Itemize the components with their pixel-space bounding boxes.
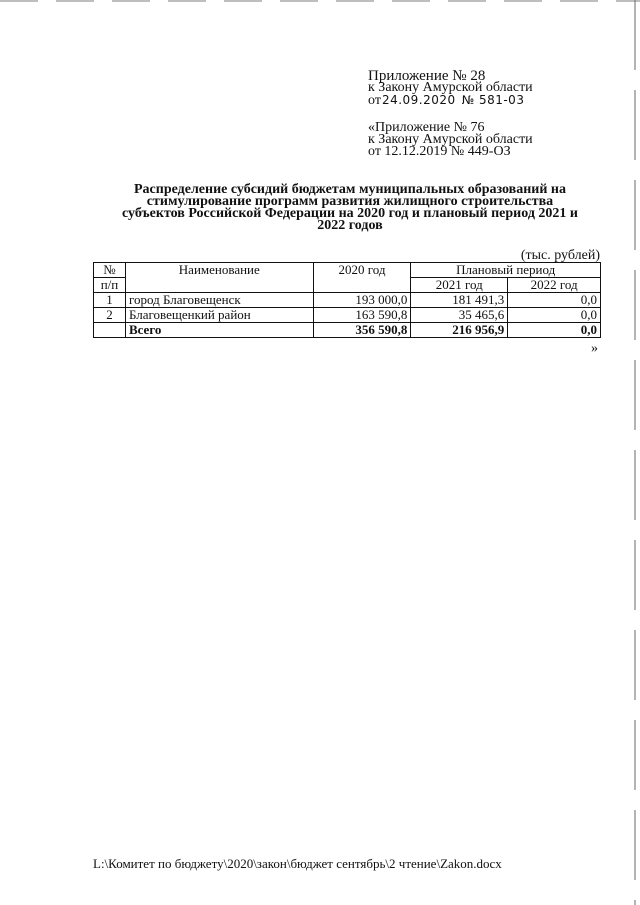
document-title-line-1: Распределение субсидий бюджетам муниципальных образований на	[134, 182, 566, 197]
annex-current-block	[368, 70, 533, 107]
total-2021: 216 956,9	[411, 323, 508, 338]
handwritten-date: 24.09.2020	[381, 93, 456, 107]
table-row	[94, 293, 601, 308]
row-name: город Благовещенск	[125, 293, 313, 308]
annex-current-law-ref: к Закону Амурской области	[368, 80, 533, 95]
header-2020: 2020 год	[313, 263, 411, 293]
document-title	[80, 184, 620, 232]
table-row	[94, 308, 601, 323]
handwritten-number: № 581-03	[461, 93, 525, 107]
table-total-row	[94, 323, 601, 338]
header-2021: 2021 год	[411, 278, 508, 293]
document-title-line-3: субъектов Российской Федерации на 2020 год и плановый период 2021 и	[122, 206, 578, 221]
total-2020: 356 590,8	[313, 323, 411, 338]
row-2022: 0,0	[508, 308, 601, 323]
closing-quote: »	[591, 341, 598, 356]
scan-edge-right	[634, 0, 636, 905]
header-num: №	[94, 263, 126, 278]
document-title-line-4: 2022 годов	[317, 218, 383, 233]
row-2022: 0,0	[508, 293, 601, 308]
subsidy-table	[93, 262, 601, 338]
row-2021: 35 465,6	[411, 308, 508, 323]
header-num-line2: п/п	[94, 278, 126, 293]
row-2020: 163 590,8	[313, 308, 411, 323]
row-2021: 181 491,3	[411, 293, 508, 308]
annex-previous-law-ref: к Закону Амурской области	[368, 132, 533, 147]
header-name: Наименование	[125, 263, 313, 293]
annex-current-title: Приложение № 28	[368, 68, 486, 84]
footer-file-path: L:\Комитет по бюджету\2020\закон\бюджет сентябрь\2 чтение\Zakon.docx	[93, 856, 502, 871]
table-header-row-1	[94, 263, 601, 278]
annex-previous-block	[368, 122, 533, 158]
document-title-line-2: стимулирование программ развития жилищного строительства	[146, 194, 554, 209]
row-2020: 193 000,0	[313, 293, 411, 308]
header-2022: 2022 год	[508, 278, 601, 293]
unit-label: (тыс. рублей)	[520, 248, 600, 263]
row-num: 1	[94, 293, 126, 308]
row-num: 2	[94, 308, 126, 323]
annex-previous-date-line: от 12.12.2019 № 449-ОЗ	[368, 144, 511, 159]
scan-edge-top	[0, 0, 640, 2]
row-name: Благовещенкий район	[125, 308, 313, 323]
total-name: Всего	[125, 323, 313, 338]
annex-previous-title: «Приложение № 76	[368, 120, 485, 135]
header-planned-period: Плановый период	[411, 263, 601, 278]
annex-current-date-line	[368, 94, 533, 107]
total-2022: 0,0	[508, 323, 601, 338]
total-num	[94, 323, 126, 338]
annex-current-date-prefix: от	[368, 93, 381, 108]
